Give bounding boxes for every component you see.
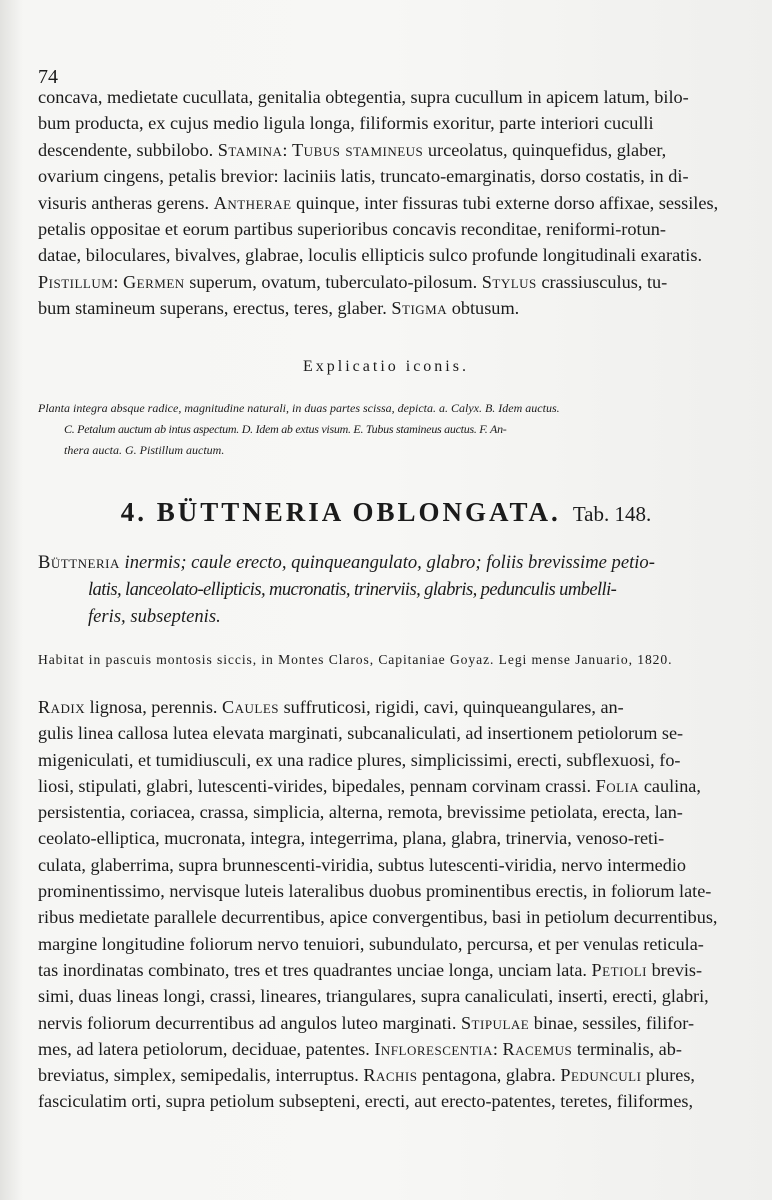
description-line xyxy=(38,852,750,878)
small-caps-term: Büttneria xyxy=(38,552,120,573)
small-caps-term: Radix xyxy=(38,697,86,717)
description-line xyxy=(38,1036,750,1062)
paragraph-floral-structure xyxy=(38,84,750,322)
text-run: suffruticosi, rigidi, cavi, quinqueangulares, an- xyxy=(279,697,624,717)
text-run: breviatus, simplex, semipedalis, interruptus. xyxy=(38,1065,364,1086)
description-line xyxy=(38,799,750,825)
caption-heading: Explicatio iconis. xyxy=(303,358,469,375)
text-run: superum, ovatum, tuberculato-pilosum. xyxy=(184,271,482,292)
text-run: descendente, subbilobo. xyxy=(38,139,218,160)
species-diagnosis xyxy=(38,549,750,630)
text-run: : xyxy=(492,1038,503,1059)
text-run: terminalis, ab- xyxy=(572,1038,682,1059)
text-run: ribus medietate parallele decurrentibus, apice convergentibus, basi in petiolum decurrentibus, xyxy=(38,907,718,928)
small-caps-term: Pistillum xyxy=(38,271,114,292)
top-paragraph-line xyxy=(38,163,750,189)
description-line xyxy=(38,747,750,773)
habitat-note: Habitat in pascuis montosis siccis, in Montes Claros, Capitaniae Goyaz. Legi mense Januario, 1820. xyxy=(38,652,673,667)
description-line xyxy=(38,1062,750,1088)
small-caps-term: Stigma xyxy=(391,298,448,319)
description-line xyxy=(38,957,750,983)
text-run: concava, medietate cucullata, genitalia obtegentia, supra cucullum in apicem latum, bilo- xyxy=(38,87,689,107)
text-run: datae, biloculares, bivalves, glabrae, loculis ellipticis sulco profunde longitudinali exaratis. xyxy=(38,245,703,266)
small-caps-term: Stipulae xyxy=(460,1012,530,1033)
text-run: pentagona, glabra. xyxy=(417,1065,561,1086)
small-caps-term: Pedunculi xyxy=(560,1065,642,1086)
description-line xyxy=(38,983,750,1009)
top-paragraph-line xyxy=(38,295,750,321)
text-run: bum stamineum superans, erectus, teres, glaber. xyxy=(38,298,392,319)
text-run: binae, sessiles, filifor- xyxy=(529,1012,695,1033)
description-line xyxy=(38,931,750,957)
text-run: fasciculatim orti, supra petiolum subsepteni, erecti, aut erecto-patentes, teretes, filiformes, xyxy=(38,1091,694,1112)
small-caps-term: Inflorescentia xyxy=(374,1038,493,1059)
text-run: simi, duas lineas longi, crassi, lineares, triangulares, supra canaliculati, inserti, erecti, glabri, xyxy=(38,986,709,1007)
text-run: visuris antheras gerens. xyxy=(38,192,214,213)
description-line xyxy=(38,904,750,930)
caption-line: C. Petalum auctum ab intus aspectum. D. Idem ab extus visum. E. Tubus stamineus auctus. F. An- xyxy=(64,422,507,436)
description-line xyxy=(38,878,750,904)
species-description xyxy=(38,694,750,1115)
text-run: latis, lanceolato-ellipticis, mucronatis, trinerviis, glabris, pedunculis umbelli- xyxy=(88,579,617,600)
text-run: : xyxy=(113,271,123,292)
small-caps-term: Stylus xyxy=(481,271,537,292)
text-run: margine longitudine foliorum nervo tenuiori, subundulato, percursa, et per venulas reticula- xyxy=(38,933,704,954)
diagnosis-line xyxy=(38,549,750,576)
text-run: crassiusculus, tu- xyxy=(536,271,668,292)
text-run: : xyxy=(282,139,293,160)
small-caps-term: Tubus staminеus xyxy=(292,139,424,160)
description-line xyxy=(38,720,750,746)
description-line xyxy=(38,694,750,720)
top-paragraph-line xyxy=(38,216,750,242)
diagnosis-line xyxy=(38,576,750,603)
text-run: quinque, inter fissuras tubi externe dorso affixae, sessiles, xyxy=(291,192,719,213)
small-caps-term: Caules xyxy=(222,697,280,717)
text-run: tas inordinatas combinato, tres et tres quadrantes unciae longa, unciam lata. xyxy=(38,959,592,980)
species-title: 4. BÜTTNERIA OBLONGATA. xyxy=(120,497,561,527)
species-heading xyxy=(0,497,772,528)
text-run: prominentissimo, nervisque luteis lateralibus duobus prominentibus erectis, in foliorum late- xyxy=(38,881,712,902)
text-run: feris, subseptenis. xyxy=(88,606,221,627)
caption-line: thera aucta. G. Pistillum auctum. xyxy=(64,443,225,457)
text-run: lignosa, perennis. xyxy=(85,697,223,717)
text-run: obtusum. xyxy=(447,298,520,319)
top-paragraph-line xyxy=(38,190,750,216)
description-line xyxy=(38,773,750,799)
top-paragraph-line xyxy=(38,110,750,136)
small-caps-term: Rachis xyxy=(363,1065,418,1086)
text-run: ceolato-elliptica, mucronata, integra, integerrima, plana, glabra, trinervia, venoso-reti- xyxy=(38,828,665,849)
figure-caption xyxy=(38,398,750,461)
text-run: gulis linea callosa lutea elevata marginati, subcanaliculati, ad insertionem petiolorum se- xyxy=(38,723,684,744)
text-run: ovarium cingens, petalis brevior: laciniis latis, truncato-emarginatis, dorso costatis, in di- xyxy=(38,166,689,187)
small-caps-term: Antherae xyxy=(213,192,292,213)
description-line xyxy=(38,825,750,851)
text-run: persistentia, coriacea, crassa, simplicia, alterna, remota, brevissime petiolata, erecta, lan- xyxy=(38,802,683,823)
text-run: urceolatus, quinquefidus, glaber, xyxy=(423,139,667,160)
small-caps-term: Stamina xyxy=(217,139,283,160)
text-run: brevis- xyxy=(647,959,703,980)
description-line xyxy=(38,1088,750,1114)
text-run: liosi, stipulati, glabri, lutescenti-virides, bipedales, pennam corvinam crassi. xyxy=(38,775,596,796)
small-caps-term: Folia xyxy=(595,775,640,796)
small-caps-term: Racemus xyxy=(502,1038,573,1059)
page-number: 74 xyxy=(38,66,58,88)
small-caps-term: Germen xyxy=(122,271,185,292)
text-run: petalis oppositae et eorum partibus superioribus concavis reconditae, reniformi-rotun- xyxy=(38,219,666,240)
description-line xyxy=(38,1010,750,1036)
text-run: nervis foliorum decurrentibus ad angulos luteo marginati. xyxy=(38,1012,461,1033)
diagnosis-line xyxy=(38,603,750,630)
text-run: culata, glaberrima, supra brunnescenti-viridia, subtus lutescenti-viridia, nervo intermedio xyxy=(38,854,686,875)
text-run: mes, ad latera petiolorum, deciduae, patentes. xyxy=(38,1038,375,1059)
top-paragraph-line xyxy=(38,269,750,295)
top-paragraph-line xyxy=(38,84,750,110)
plate-reference: Tab. 148. xyxy=(572,502,652,526)
top-paragraph-line xyxy=(38,242,750,268)
text-run: migeniculati, et tumidiusculi, ex una radice plures, simplicissimi, erecti, subflexuosi, fo- xyxy=(38,749,681,770)
text-run: inermis; caule erecto, quinqueangulato, glabro; foliis brevissime petio- xyxy=(119,552,655,573)
small-caps-term: Petioli xyxy=(591,959,648,980)
text-run: plures, xyxy=(641,1065,695,1086)
text-run: bum producta, ex cujus medio ligula longa, filiformis exoritur, parte interiori cuculli xyxy=(38,113,654,134)
text-run: caulina, xyxy=(639,775,701,796)
top-paragraph-line xyxy=(38,137,750,163)
caption-line: Planta integra absque radice, magnitudine naturali, in duas partes scissa, depicta. a. Calyx. B. Idem auctus. xyxy=(38,401,560,415)
